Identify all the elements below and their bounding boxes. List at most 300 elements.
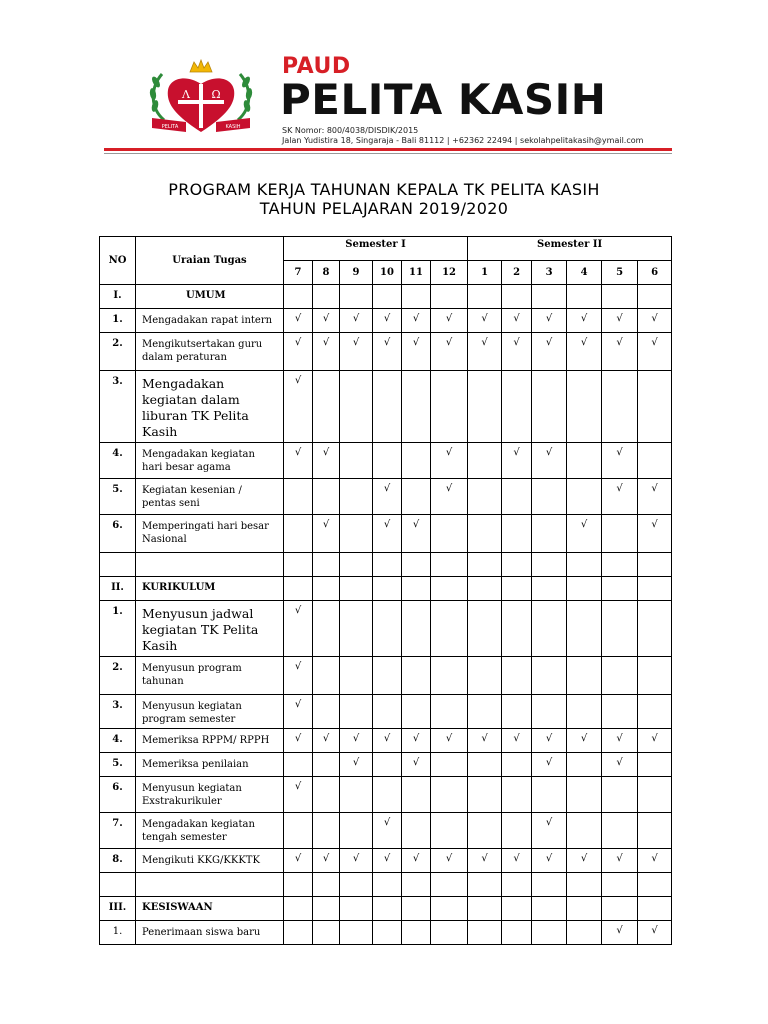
month-header: 12 [431, 261, 468, 285]
task-description: Mengadakan kegiatan hari besar agama [136, 443, 284, 479]
empty-cell [402, 553, 431, 577]
month-header: 3 [532, 261, 567, 285]
empty-cell [638, 657, 672, 695]
empty-cell [602, 577, 638, 601]
empty-cell [402, 577, 431, 601]
empty-cell [502, 873, 532, 897]
empty-cell [532, 657, 567, 695]
empty-cell [313, 577, 340, 601]
empty-cell [100, 553, 136, 577]
empty-cell [284, 753, 313, 777]
empty-cell [402, 813, 431, 849]
checkmark-cell: √ [373, 479, 402, 515]
brand-name: PELITA KASIH [280, 75, 607, 124]
empty-cell [567, 921, 602, 945]
empty-cell [567, 285, 602, 309]
empty-cell [431, 285, 468, 309]
empty-cell [402, 479, 431, 515]
school-logo [146, 58, 256, 138]
header-semester-1: Semester I [284, 237, 468, 261]
empty-cell [284, 577, 313, 601]
checkmark-cell: √ [567, 333, 602, 371]
table-row [100, 309, 672, 333]
empty-cell [313, 695, 340, 729]
checkmark-cell: √ [468, 309, 502, 333]
empty-cell [431, 897, 468, 921]
empty-cell [567, 873, 602, 897]
row-number: 2. [100, 333, 136, 371]
checkmark-cell: √ [313, 515, 340, 553]
checkmark-cell: √ [313, 333, 340, 371]
empty-cell [373, 577, 402, 601]
empty-cell [340, 577, 373, 601]
empty-cell [284, 553, 313, 577]
empty-cell [502, 897, 532, 921]
empty-cell [468, 921, 502, 945]
empty-cell [431, 695, 468, 729]
month-header: 1 [468, 261, 502, 285]
checkmark-cell: √ [284, 309, 313, 333]
task-description: Kegiatan kesenian / pentas seni [136, 479, 284, 515]
empty-cell [468, 443, 502, 479]
task-description: Mengikutsertakan guru dalam peraturan [136, 333, 284, 371]
logo-alpha: Λ [182, 88, 190, 101]
checkmark-cell: √ [313, 729, 340, 753]
empty-cell [431, 753, 468, 777]
task-description: Mengadakan kegiatan tengah semester [136, 813, 284, 849]
checkmark-cell: √ [431, 849, 468, 873]
program-table [99, 236, 672, 945]
empty-cell [468, 873, 502, 897]
checkmark-cell: √ [468, 333, 502, 371]
empty-cell [502, 777, 532, 813]
empty-cell [313, 897, 340, 921]
empty-cell [431, 371, 468, 443]
checkmark-cell: √ [284, 729, 313, 753]
checkmark-cell: √ [502, 333, 532, 371]
checkmark-cell: √ [284, 601, 313, 657]
empty-cell [638, 695, 672, 729]
checkmark-cell: √ [532, 333, 567, 371]
checkmark-cell: √ [502, 443, 532, 479]
empty-cell [340, 443, 373, 479]
empty-cell [638, 601, 672, 657]
empty-cell [532, 553, 567, 577]
blank-row [100, 553, 672, 577]
empty-cell [431, 813, 468, 849]
empty-cell [340, 873, 373, 897]
row-number: 3. [100, 371, 136, 443]
month-header: 9 [340, 261, 373, 285]
empty-cell [468, 777, 502, 813]
empty-cell [638, 873, 672, 897]
checkmark-cell: √ [373, 849, 402, 873]
empty-cell [502, 285, 532, 309]
empty-cell [340, 921, 373, 945]
task-description: Memeriksa RPPM/ RPPH [136, 729, 284, 753]
empty-cell [313, 753, 340, 777]
empty-cell [468, 813, 502, 849]
table-row [100, 695, 672, 729]
checkmark-cell: √ [602, 729, 638, 753]
checkmark-cell: √ [602, 921, 638, 945]
checkmark-cell: √ [468, 849, 502, 873]
checkmark-cell: √ [638, 309, 672, 333]
empty-cell [313, 553, 340, 577]
empty-cell [532, 921, 567, 945]
logo-ribbon-right: KASIH [225, 124, 241, 130]
empty-cell [567, 753, 602, 777]
empty-cell [340, 813, 373, 849]
empty-cell [313, 371, 340, 443]
checkmark-cell: √ [313, 849, 340, 873]
empty-cell [468, 515, 502, 553]
empty-cell [502, 371, 532, 443]
task-description: Menyusun kegiatan program semester [136, 695, 284, 729]
empty-cell [602, 515, 638, 553]
row-number: 3. [100, 695, 136, 729]
empty-cell [340, 657, 373, 695]
checkmark-cell: √ [284, 695, 313, 729]
header-rule-red [104, 148, 672, 151]
empty-cell [468, 479, 502, 515]
empty-cell [638, 553, 672, 577]
checkmark-cell: √ [602, 309, 638, 333]
empty-cell [373, 601, 402, 657]
contact-line: Jalan Yudistira 18, Singaraja - Bali 81112 | +62362 22494 | sekolahpelitakasih@ymail.com [282, 136, 644, 145]
empty-cell [532, 285, 567, 309]
empty-cell [532, 777, 567, 813]
checkmark-cell: √ [638, 333, 672, 371]
empty-cell [431, 515, 468, 553]
brand-prefix: PAUD [282, 54, 351, 79]
checkmark-cell: √ [431, 729, 468, 753]
task-description: Mengadakan rapat intern [136, 309, 284, 333]
empty-cell [284, 921, 313, 945]
section-row [100, 897, 672, 921]
checkmark-cell: √ [431, 309, 468, 333]
month-header: 4 [567, 261, 602, 285]
empty-cell [567, 777, 602, 813]
document-subtitle: TAHUN PELAJARAN 2019/2020 [259, 199, 509, 218]
checkmark-cell: √ [284, 333, 313, 371]
empty-cell [313, 777, 340, 813]
header-rule-gray [104, 153, 672, 154]
month-header: 7 [284, 261, 313, 285]
checkmark-cell: √ [502, 729, 532, 753]
checkmark-cell: √ [638, 921, 672, 945]
checkmark-cell: √ [602, 333, 638, 371]
empty-cell [313, 921, 340, 945]
empty-cell [602, 873, 638, 897]
table-row [100, 849, 672, 873]
empty-cell [502, 921, 532, 945]
table-row [100, 515, 672, 553]
empty-cell [340, 695, 373, 729]
empty-cell [532, 695, 567, 729]
empty-cell [313, 813, 340, 849]
header-no: NO [100, 237, 136, 285]
letterhead [104, 52, 672, 148]
blank-row [100, 873, 672, 897]
task-description: Menyusun program tahunan [136, 657, 284, 695]
checkmark-cell: √ [567, 515, 602, 553]
empty-cell [431, 873, 468, 897]
empty-cell [567, 577, 602, 601]
empty-cell [373, 695, 402, 729]
empty-cell [431, 657, 468, 695]
empty-cell [502, 601, 532, 657]
checkmark-cell: √ [313, 443, 340, 479]
empty-cell [340, 897, 373, 921]
empty-cell [602, 897, 638, 921]
checkmark-cell: √ [373, 729, 402, 753]
empty-cell [532, 897, 567, 921]
month-header: 5 [602, 261, 638, 285]
empty-cell [567, 479, 602, 515]
empty-cell [468, 657, 502, 695]
checkmark-cell: √ [532, 309, 567, 333]
checkmark-cell: √ [502, 849, 532, 873]
empty-cell [136, 873, 284, 897]
checkmark-cell: √ [284, 371, 313, 443]
section-number: II. [100, 577, 136, 601]
checkmark-cell: √ [567, 309, 602, 333]
checkmark-cell: √ [313, 309, 340, 333]
empty-cell [602, 601, 638, 657]
empty-cell [468, 285, 502, 309]
empty-cell [532, 577, 567, 601]
checkmark-cell: √ [638, 849, 672, 873]
month-header: 11 [402, 261, 431, 285]
empty-cell [431, 601, 468, 657]
empty-cell [567, 897, 602, 921]
table-row [100, 753, 672, 777]
month-header: 10 [373, 261, 402, 285]
checkmark-cell: √ [340, 753, 373, 777]
empty-cell [638, 443, 672, 479]
empty-cell [373, 553, 402, 577]
empty-cell [567, 695, 602, 729]
empty-cell [373, 897, 402, 921]
empty-cell [340, 285, 373, 309]
checkmark-cell: √ [402, 849, 431, 873]
table-row [100, 813, 672, 849]
empty-cell [373, 873, 402, 897]
empty-cell [638, 577, 672, 601]
task-description: Mengadakan kegiatan dalam liburan TK Pelita Kasih [136, 371, 284, 443]
row-number: 1. [100, 921, 136, 945]
empty-cell [340, 553, 373, 577]
header-task: Uraian Tugas [136, 237, 284, 285]
empty-cell [638, 285, 672, 309]
section-name: KURIKULUM [136, 577, 284, 601]
checkmark-cell: √ [638, 729, 672, 753]
checkmark-cell: √ [284, 777, 313, 813]
sk-number: SK Nomor: 800/4038/DISDIK/2015 [282, 126, 419, 135]
checkmark-cell: √ [340, 729, 373, 753]
checkmark-cell: √ [373, 813, 402, 849]
empty-cell [402, 873, 431, 897]
row-number: 4. [100, 729, 136, 753]
empty-cell [567, 371, 602, 443]
empty-cell [402, 897, 431, 921]
empty-cell [638, 753, 672, 777]
empty-cell [602, 553, 638, 577]
empty-cell [502, 695, 532, 729]
empty-cell [373, 777, 402, 813]
empty-cell [567, 443, 602, 479]
empty-cell [532, 371, 567, 443]
header-semester-2: Semester II [468, 237, 672, 261]
logo-omega: Ω [211, 88, 221, 101]
table-row [100, 657, 672, 695]
checkmark-cell: √ [373, 515, 402, 553]
task-description: Menyusun kegiatan Exstrakurikuler [136, 777, 284, 813]
checkmark-cell: √ [567, 849, 602, 873]
empty-cell [284, 479, 313, 515]
empty-cell [638, 813, 672, 849]
checkmark-cell: √ [402, 753, 431, 777]
empty-cell [502, 753, 532, 777]
row-number: 1. [100, 601, 136, 657]
empty-cell [431, 777, 468, 813]
empty-cell [602, 813, 638, 849]
checkmark-cell: √ [431, 333, 468, 371]
empty-cell [284, 515, 313, 553]
empty-cell [340, 515, 373, 553]
checkmark-cell: √ [402, 309, 431, 333]
empty-cell [532, 601, 567, 657]
checkmark-cell: √ [402, 729, 431, 753]
empty-cell [638, 897, 672, 921]
checkmark-cell: √ [340, 849, 373, 873]
checkmark-cell: √ [284, 849, 313, 873]
empty-cell [402, 657, 431, 695]
empty-cell [402, 777, 431, 813]
empty-cell [373, 753, 402, 777]
empty-cell [532, 515, 567, 553]
empty-cell [284, 285, 313, 309]
empty-cell [468, 897, 502, 921]
table-row [100, 443, 672, 479]
empty-cell [431, 921, 468, 945]
row-number: 8. [100, 849, 136, 873]
row-number: 1. [100, 309, 136, 333]
checkmark-cell: √ [638, 479, 672, 515]
checkmark-cell: √ [602, 753, 638, 777]
empty-cell [402, 921, 431, 945]
empty-cell [468, 753, 502, 777]
checkmark-cell: √ [532, 813, 567, 849]
empty-cell [502, 577, 532, 601]
checkmark-cell: √ [431, 479, 468, 515]
empty-cell [136, 553, 284, 577]
table-row [100, 601, 672, 657]
empty-cell [402, 371, 431, 443]
empty-cell [402, 601, 431, 657]
empty-cell [313, 657, 340, 695]
table-row [100, 921, 672, 945]
empty-cell [313, 479, 340, 515]
checkmark-cell: √ [402, 333, 431, 371]
checkmark-cell: √ [284, 657, 313, 695]
checkmark-cell: √ [532, 729, 567, 753]
empty-cell [502, 813, 532, 849]
empty-cell [502, 515, 532, 553]
section-number: III. [100, 897, 136, 921]
task-description: Penerimaan siswa baru [136, 921, 284, 945]
empty-cell [100, 873, 136, 897]
empty-cell [602, 285, 638, 309]
checkmark-cell: √ [567, 729, 602, 753]
section-name: KESISWAAN [136, 897, 284, 921]
section-row [100, 285, 672, 309]
task-description: Memperingati hari besar Nasional [136, 515, 284, 553]
table-row [100, 333, 672, 371]
checkmark-cell: √ [340, 309, 373, 333]
month-header: 2 [502, 261, 532, 285]
checkmark-cell: √ [602, 849, 638, 873]
empty-cell [468, 371, 502, 443]
empty-cell [602, 777, 638, 813]
empty-cell [502, 657, 532, 695]
empty-cell [313, 873, 340, 897]
table-row [100, 371, 672, 443]
empty-cell [468, 695, 502, 729]
row-number: 5. [100, 753, 136, 777]
section-name: UMUM [136, 285, 284, 309]
row-number: 4. [100, 443, 136, 479]
checkmark-cell: √ [373, 333, 402, 371]
empty-cell [313, 285, 340, 309]
empty-cell [373, 921, 402, 945]
empty-cell [373, 657, 402, 695]
empty-cell [567, 601, 602, 657]
task-description: Memeriksa penilaian [136, 753, 284, 777]
checkmark-cell: √ [638, 515, 672, 553]
empty-cell [373, 285, 402, 309]
empty-cell [340, 479, 373, 515]
row-number: 2. [100, 657, 136, 695]
empty-cell [402, 285, 431, 309]
empty-cell [340, 777, 373, 813]
empty-cell [502, 479, 532, 515]
empty-cell [284, 873, 313, 897]
task-description: Mengikuti KKG/KKKTK [136, 849, 284, 873]
row-number: 5. [100, 479, 136, 515]
empty-cell [284, 813, 313, 849]
empty-cell [602, 657, 638, 695]
table-row [100, 777, 672, 813]
month-header: 6 [638, 261, 672, 285]
empty-cell [638, 371, 672, 443]
empty-cell [602, 695, 638, 729]
task-description: Menyusun jadwal kegiatan TK Pelita Kasih [136, 601, 284, 657]
empty-cell [313, 601, 340, 657]
table-row [100, 729, 672, 753]
checkmark-cell: √ [602, 443, 638, 479]
empty-cell [373, 443, 402, 479]
checkmark-cell: √ [402, 515, 431, 553]
checkmark-cell: √ [431, 443, 468, 479]
empty-cell [431, 553, 468, 577]
empty-cell [468, 577, 502, 601]
checkmark-cell: √ [340, 333, 373, 371]
checkmark-cell: √ [284, 443, 313, 479]
empty-cell [532, 873, 567, 897]
empty-cell [532, 479, 567, 515]
